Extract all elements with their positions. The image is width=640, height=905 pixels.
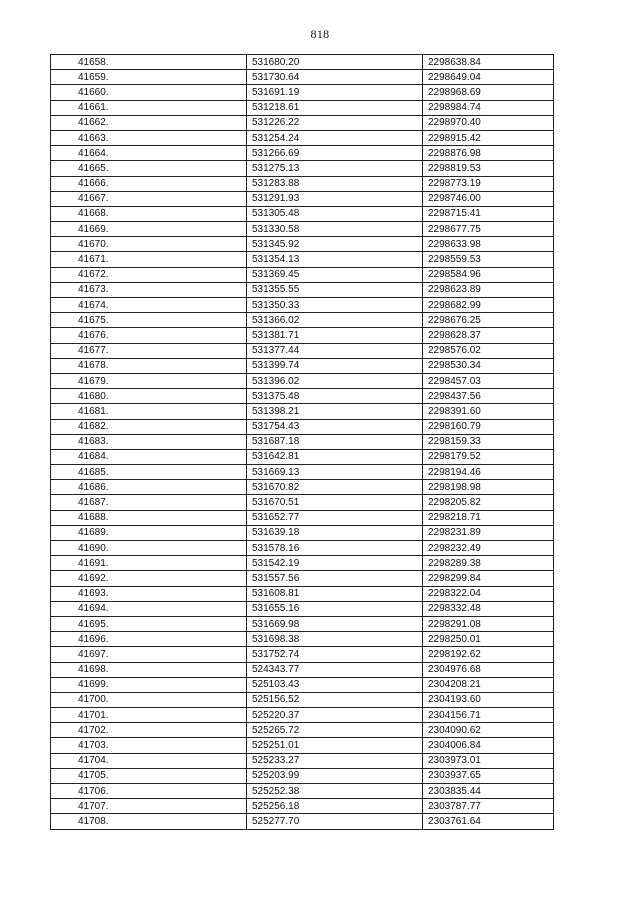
y-coordinate-cell: 2298231.89 (423, 525, 554, 540)
table-row (51, 768, 554, 783)
y-coordinate-cell: 2298676.25 (423, 313, 554, 328)
y-coordinate-cell: 2298250.01 (423, 632, 554, 647)
x-coordinate-cell: 525220.37 (247, 708, 423, 723)
point-number-cell: 41668. (51, 206, 247, 221)
point-number-cell: 41667. (51, 191, 247, 206)
y-coordinate-cell: 2298915.42 (423, 130, 554, 145)
y-coordinate-cell: 2298559.53 (423, 252, 554, 267)
y-coordinate-cell: 2298457.03 (423, 373, 554, 388)
y-coordinate-cell: 2304208.21 (423, 677, 554, 692)
y-coordinate-cell: 2298299.84 (423, 571, 554, 586)
point-number-cell: 41683. (51, 434, 247, 449)
y-coordinate-cell: 2298205.82 (423, 495, 554, 510)
table-row (51, 556, 554, 571)
point-number-cell: 41689. (51, 525, 247, 540)
y-coordinate-cell: 2298322.04 (423, 586, 554, 601)
point-number-cell: 41674. (51, 298, 247, 313)
point-number-cell: 41698. (51, 662, 247, 677)
table-row (51, 252, 554, 267)
point-number-cell: 41691. (51, 556, 247, 571)
point-number-cell: 41664. (51, 146, 247, 161)
y-coordinate-cell: 2298584.96 (423, 267, 554, 282)
point-number-cell: 41675. (51, 313, 247, 328)
y-coordinate-cell: 2298819.53 (423, 161, 554, 176)
table-row (51, 647, 554, 662)
y-coordinate-cell: 2304976.68 (423, 662, 554, 677)
table-row (51, 373, 554, 388)
x-coordinate-cell: 531218.61 (247, 100, 423, 115)
point-number-cell: 41662. (51, 115, 247, 130)
table-row (51, 571, 554, 586)
x-coordinate-cell: 531291.93 (247, 191, 423, 206)
table-row (51, 525, 554, 540)
y-coordinate-cell: 2298968.69 (423, 85, 554, 100)
y-coordinate-cell: 2298332.48 (423, 601, 554, 616)
y-coordinate-cell: 2298746.00 (423, 191, 554, 206)
point-number-cell: 41669. (51, 222, 247, 237)
y-coordinate-cell: 2298649.04 (423, 70, 554, 85)
y-coordinate-cell: 2303973.01 (423, 753, 554, 768)
point-number-cell: 41676. (51, 328, 247, 343)
x-coordinate-cell: 531639.18 (247, 525, 423, 540)
x-coordinate-cell: 531754.43 (247, 419, 423, 434)
x-coordinate-cell: 531381.71 (247, 328, 423, 343)
point-number-cell: 41695. (51, 616, 247, 631)
point-number-cell: 41707. (51, 799, 247, 814)
y-coordinate-cell: 2298677.75 (423, 222, 554, 237)
y-coordinate-cell: 2298628.37 (423, 328, 554, 343)
point-number-cell: 41699. (51, 677, 247, 692)
point-number-cell: 41677. (51, 343, 247, 358)
x-coordinate-cell: 531542.19 (247, 556, 423, 571)
table-row (51, 449, 554, 464)
table-row (51, 176, 554, 191)
table-row (51, 70, 554, 85)
table-row (51, 389, 554, 404)
table-row (51, 814, 554, 829)
y-coordinate-cell: 2298179.52 (423, 449, 554, 464)
y-coordinate-cell: 2303761.64 (423, 814, 554, 829)
table-row (51, 343, 554, 358)
y-coordinate-cell: 2298198.98 (423, 480, 554, 495)
x-coordinate-cell: 531366.02 (247, 313, 423, 328)
table-row (51, 799, 554, 814)
table-row (51, 784, 554, 799)
table-row (51, 692, 554, 707)
y-coordinate-cell: 2298159.33 (423, 434, 554, 449)
x-coordinate-cell: 531557.56 (247, 571, 423, 586)
x-coordinate-cell: 525251.01 (247, 738, 423, 753)
table-row (51, 313, 554, 328)
table-row (51, 723, 554, 738)
y-coordinate-cell: 2298633.98 (423, 237, 554, 252)
x-coordinate-cell: 525265.72 (247, 723, 423, 738)
table-row (51, 191, 554, 206)
table-row (51, 85, 554, 100)
x-coordinate-cell: 531398.21 (247, 404, 423, 419)
point-number-cell: 41661. (51, 100, 247, 115)
y-coordinate-cell: 2298773.19 (423, 176, 554, 191)
point-number-cell: 41687. (51, 495, 247, 510)
table-row (51, 55, 554, 70)
y-coordinate-cell: 2298437.56 (423, 389, 554, 404)
x-coordinate-cell: 525203.99 (247, 768, 423, 783)
point-number-cell: 41685. (51, 465, 247, 480)
table-row (51, 419, 554, 434)
point-number-cell: 41692. (51, 571, 247, 586)
table-row (51, 206, 554, 221)
table-row (51, 237, 554, 252)
table-row (51, 100, 554, 115)
y-coordinate-cell: 2304193.60 (423, 692, 554, 707)
coordinates-table (50, 54, 554, 830)
x-coordinate-cell: 531670.82 (247, 480, 423, 495)
point-number-cell: 41696. (51, 632, 247, 647)
x-coordinate-cell: 531354.13 (247, 252, 423, 267)
point-number-cell: 41700. (51, 692, 247, 707)
x-coordinate-cell: 531226.22 (247, 115, 423, 130)
point-number-cell: 41704. (51, 753, 247, 768)
table-row (51, 662, 554, 677)
y-coordinate-cell: 2298192.62 (423, 647, 554, 662)
table-row (51, 738, 554, 753)
point-number-cell: 41659. (51, 70, 247, 85)
x-coordinate-cell: 531355.55 (247, 282, 423, 297)
table-row (51, 434, 554, 449)
y-coordinate-cell: 2298391.60 (423, 404, 554, 419)
x-coordinate-cell: 531655.16 (247, 601, 423, 616)
point-number-cell: 41678. (51, 358, 247, 373)
table-row (51, 298, 554, 313)
point-number-cell: 41684. (51, 449, 247, 464)
table-row (51, 358, 554, 373)
point-number-cell: 41660. (51, 85, 247, 100)
table-row (51, 541, 554, 556)
y-coordinate-cell: 2304006.84 (423, 738, 554, 753)
table-row (51, 282, 554, 297)
y-coordinate-cell: 2298970.40 (423, 115, 554, 130)
y-coordinate-cell: 2298682.99 (423, 298, 554, 313)
x-coordinate-cell: 531680.20 (247, 55, 423, 70)
y-coordinate-cell: 2303835.44 (423, 784, 554, 799)
point-number-cell: 41681. (51, 404, 247, 419)
coordinates-table-body (51, 55, 554, 830)
table-row (51, 601, 554, 616)
x-coordinate-cell: 531669.98 (247, 616, 423, 631)
x-coordinate-cell: 531642.81 (247, 449, 423, 464)
point-number-cell: 41670. (51, 237, 247, 252)
table-row (51, 753, 554, 768)
table-row (51, 465, 554, 480)
point-number-cell: 41680. (51, 389, 247, 404)
table-row (51, 616, 554, 631)
x-coordinate-cell: 531691.19 (247, 85, 423, 100)
x-coordinate-cell: 531266.69 (247, 146, 423, 161)
y-coordinate-cell: 2304090.62 (423, 723, 554, 738)
point-number-cell: 41688. (51, 510, 247, 525)
x-coordinate-cell: 531399.74 (247, 358, 423, 373)
x-coordinate-cell: 531377.44 (247, 343, 423, 358)
point-number-cell: 41679. (51, 373, 247, 388)
point-number-cell: 41702. (51, 723, 247, 738)
y-coordinate-cell: 2298218.71 (423, 510, 554, 525)
table-row (51, 146, 554, 161)
x-coordinate-cell: 531578.16 (247, 541, 423, 556)
x-coordinate-cell: 531375.48 (247, 389, 423, 404)
y-coordinate-cell: 2298876.98 (423, 146, 554, 161)
point-number-cell: 41663. (51, 130, 247, 145)
point-number-cell: 41672. (51, 267, 247, 282)
point-number-cell: 41697. (51, 647, 247, 662)
y-coordinate-cell: 2298232.49 (423, 541, 554, 556)
y-coordinate-cell: 2298638.84 (423, 55, 554, 70)
table-row (51, 586, 554, 601)
x-coordinate-cell: 525252.38 (247, 784, 423, 799)
x-coordinate-cell: 531345.92 (247, 237, 423, 252)
x-coordinate-cell: 531670.51 (247, 495, 423, 510)
x-coordinate-cell: 524343.77 (247, 662, 423, 677)
page-number: 818 (310, 27, 330, 41)
table-row (51, 632, 554, 647)
y-coordinate-cell: 2298623.89 (423, 282, 554, 297)
x-coordinate-cell: 525256.18 (247, 799, 423, 814)
table-row (51, 677, 554, 692)
point-number-cell: 41693. (51, 586, 247, 601)
point-number-cell: 41706. (51, 784, 247, 799)
x-coordinate-cell: 531254.24 (247, 130, 423, 145)
y-coordinate-cell: 2298291.08 (423, 616, 554, 631)
x-coordinate-cell: 531669.13 (247, 465, 423, 480)
x-coordinate-cell: 531305.48 (247, 206, 423, 221)
table-row (51, 328, 554, 343)
table-row (51, 130, 554, 145)
y-coordinate-cell: 2303787.77 (423, 799, 554, 814)
x-coordinate-cell: 531369.45 (247, 267, 423, 282)
point-number-cell: 41686. (51, 480, 247, 495)
x-coordinate-cell: 531652.77 (247, 510, 423, 525)
y-coordinate-cell: 2298984.74 (423, 100, 554, 115)
x-coordinate-cell: 525156.52 (247, 692, 423, 707)
point-number-cell: 41658. (51, 55, 247, 70)
point-number-cell: 41701. (51, 708, 247, 723)
x-coordinate-cell: 531330.58 (247, 222, 423, 237)
table-row (51, 267, 554, 282)
y-coordinate-cell: 2298194.46 (423, 465, 554, 480)
table-row (51, 708, 554, 723)
y-coordinate-cell: 2298576.02 (423, 343, 554, 358)
point-number-cell: 41673. (51, 282, 247, 297)
y-coordinate-cell: 2298160.79 (423, 419, 554, 434)
table-row (51, 161, 554, 176)
point-number-cell: 41682. (51, 419, 247, 434)
point-number-cell: 41703. (51, 738, 247, 753)
x-coordinate-cell: 531275.13 (247, 161, 423, 176)
x-coordinate-cell: 531350.33 (247, 298, 423, 313)
point-number-cell: 41666. (51, 176, 247, 191)
point-number-cell: 41690. (51, 541, 247, 556)
x-coordinate-cell: 531752.74 (247, 647, 423, 662)
x-coordinate-cell: 531698.38 (247, 632, 423, 647)
point-number-cell: 41705. (51, 768, 247, 783)
x-coordinate-cell: 525277.70 (247, 814, 423, 829)
x-coordinate-cell: 525103.43 (247, 677, 423, 692)
point-number-cell: 41708. (51, 814, 247, 829)
table-row (51, 480, 554, 495)
point-number-cell: 41694. (51, 601, 247, 616)
x-coordinate-cell: 531283.88 (247, 176, 423, 191)
x-coordinate-cell: 531396.02 (247, 373, 423, 388)
y-coordinate-cell: 2298289.38 (423, 556, 554, 571)
table-row (51, 115, 554, 130)
y-coordinate-cell: 2303937.65 (423, 768, 554, 783)
table-row (51, 222, 554, 237)
point-number-cell: 41671. (51, 252, 247, 267)
table-row (51, 495, 554, 510)
x-coordinate-cell: 531608.81 (247, 586, 423, 601)
x-coordinate-cell: 525233.27 (247, 753, 423, 768)
point-number-cell: 41665. (51, 161, 247, 176)
x-coordinate-cell: 531730.64 (247, 70, 423, 85)
y-coordinate-cell: 2298530.34 (423, 358, 554, 373)
y-coordinate-cell: 2298715.41 (423, 206, 554, 221)
x-coordinate-cell: 531687.18 (247, 434, 423, 449)
table-row (51, 404, 554, 419)
table-row (51, 510, 554, 525)
y-coordinate-cell: 2304156.71 (423, 708, 554, 723)
